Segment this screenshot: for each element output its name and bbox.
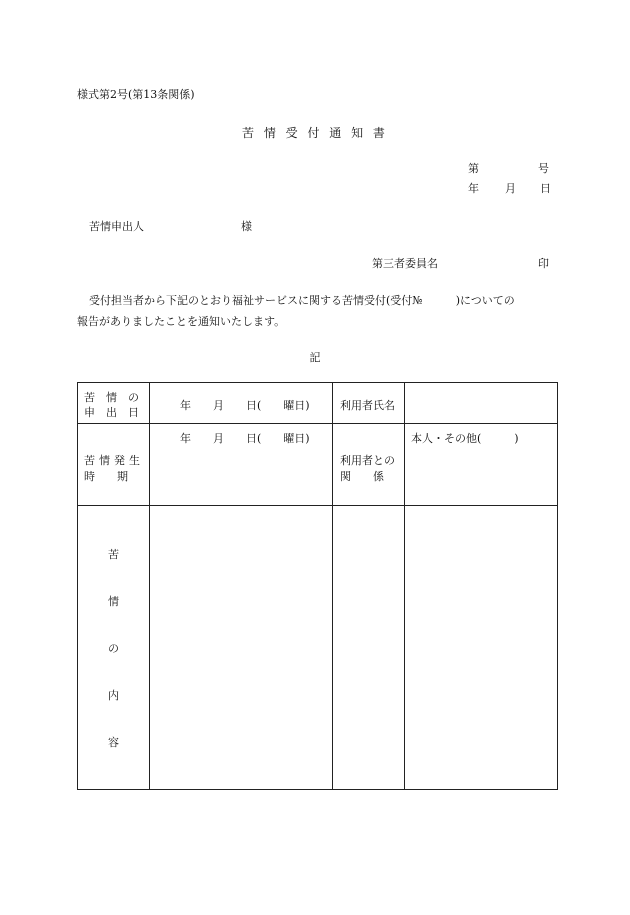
request-date-label-cell xyxy=(78,383,150,424)
content-label-cell xyxy=(78,506,150,790)
addressee-suffix: 様 xyxy=(241,220,252,233)
page-title: 苦 情 受 付 通 知 書 xyxy=(242,126,388,140)
addressee-label: 苦情申出人 xyxy=(89,220,144,233)
table-row-content xyxy=(78,506,558,790)
relation-value: 本人・その他( ) xyxy=(411,432,519,445)
relation-label-cell xyxy=(333,424,405,506)
ki-heading: 記 xyxy=(309,351,321,364)
occurrence-label-top: 苦情発生 xyxy=(84,454,144,467)
date-year: 年 xyxy=(468,182,479,195)
table-row-occurrence xyxy=(78,424,558,506)
complaint-table xyxy=(77,382,558,790)
seal-mark: 印 xyxy=(538,257,549,270)
content-field-1[interactable] xyxy=(150,506,333,790)
content-label-char-3: の xyxy=(108,642,119,655)
occurrence-label-cell xyxy=(78,424,150,506)
relation-field[interactable] xyxy=(405,424,558,506)
content-label-char-2: 情 xyxy=(108,595,119,608)
user-name-field[interactable] xyxy=(405,383,558,424)
body-line-2: 報告がありましたことを通知いたします。 xyxy=(77,315,286,328)
user-name-label-cell xyxy=(333,383,405,424)
doc-no-gou: 号 xyxy=(538,162,549,175)
date-month: 月 xyxy=(505,182,516,195)
table-row-request-date xyxy=(78,383,558,424)
content-field-2[interactable] xyxy=(333,506,405,790)
user-name-label: 利用者氏名 xyxy=(340,399,395,412)
content-field-3[interactable] xyxy=(405,506,558,790)
body-line-1: 受付担当者から下記のとおり福祉サービスに関する苦情受付(受付№ )についての xyxy=(89,294,515,307)
request-date-text: 年 月 日( 曜日) xyxy=(180,399,310,412)
committee-label: 第三者委員名 xyxy=(372,257,438,270)
content-label-char-4: 内 xyxy=(108,689,119,702)
request-date-label-bottom: 申 出 日 xyxy=(84,406,139,419)
relation-label-bottom: 関 係 xyxy=(340,470,384,483)
form-number: 様式第2号(第13条関係) xyxy=(77,88,195,101)
content-label-char-5: 容 xyxy=(108,736,119,749)
relation-label-top: 利用者との xyxy=(340,454,395,467)
content-label-char-1: 苦 xyxy=(108,548,119,561)
doc-no-dai: 第 xyxy=(468,162,479,175)
occurrence-date-field[interactable] xyxy=(150,424,333,506)
occurrence-label-bottom: 時 期 xyxy=(84,470,128,483)
date-day: 日 xyxy=(540,182,551,195)
request-date-label-top: 苦 情 の xyxy=(84,391,139,404)
occurrence-date-text: 年 月 日( 曜日) xyxy=(180,432,310,445)
request-date-field[interactable] xyxy=(150,383,333,424)
